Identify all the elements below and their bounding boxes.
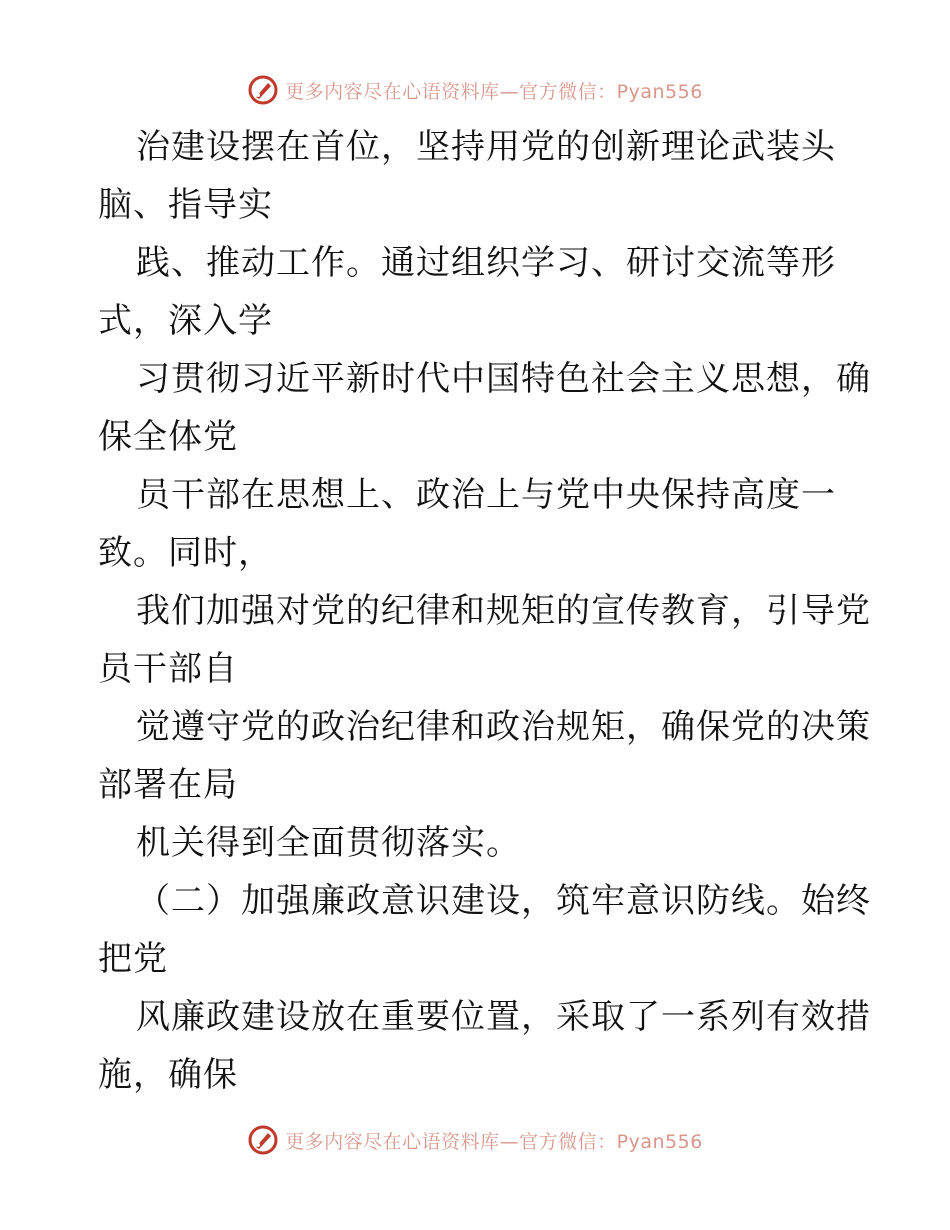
text-line: 我们加强对党的纪律和规矩的宣传教育，引导党	[136, 591, 871, 631]
text-line: 治建设摆在首位，坚持用党的创新理论武装头	[136, 127, 836, 167]
document-body	[98, 118, 871, 1104]
pen-seal-icon	[247, 74, 279, 106]
pen-seal-icon	[247, 1124, 279, 1156]
footer-watermark	[0, 1120, 950, 1160]
text-line: 保全体党	[98, 417, 238, 457]
watermark-text: 更多内容尽在心语资料库—官方微信：Pyan556	[285, 80, 703, 103]
text-line: 践、推动工作。通过组织学习、研讨交流等形	[136, 243, 836, 283]
text-line: （二）加强廉政意识建设，筑牢意识防线。始终	[136, 881, 871, 921]
text-line: 觉遵守党的政治纪律和政治规矩，确保党的决策	[136, 707, 871, 747]
text-line: 员干部自	[98, 649, 238, 689]
text-line: 脑、指导实	[98, 185, 273, 225]
text-line: 致。同时，	[98, 533, 273, 573]
header-watermark	[0, 70, 950, 110]
text-line: 部署在局	[98, 765, 238, 805]
text-line: 员干部在思想上、政治上与党中央保持高度一	[136, 475, 836, 515]
text-line: 施，确保	[98, 1055, 238, 1095]
text-line: 把党	[98, 939, 168, 979]
text-line: 习贯彻习近平新时代中国特色社会主义思想，确	[136, 359, 871, 399]
text-line: 机关得到全面贯彻落实。	[136, 823, 521, 863]
text-line: 风廉政建设放在重要位置，采取了一系列有效措	[136, 997, 871, 1037]
text-line: 式，深入学	[98, 301, 273, 341]
watermark-text: 更多内容尽在心语资料库—官方微信：Pyan556	[285, 1130, 703, 1153]
